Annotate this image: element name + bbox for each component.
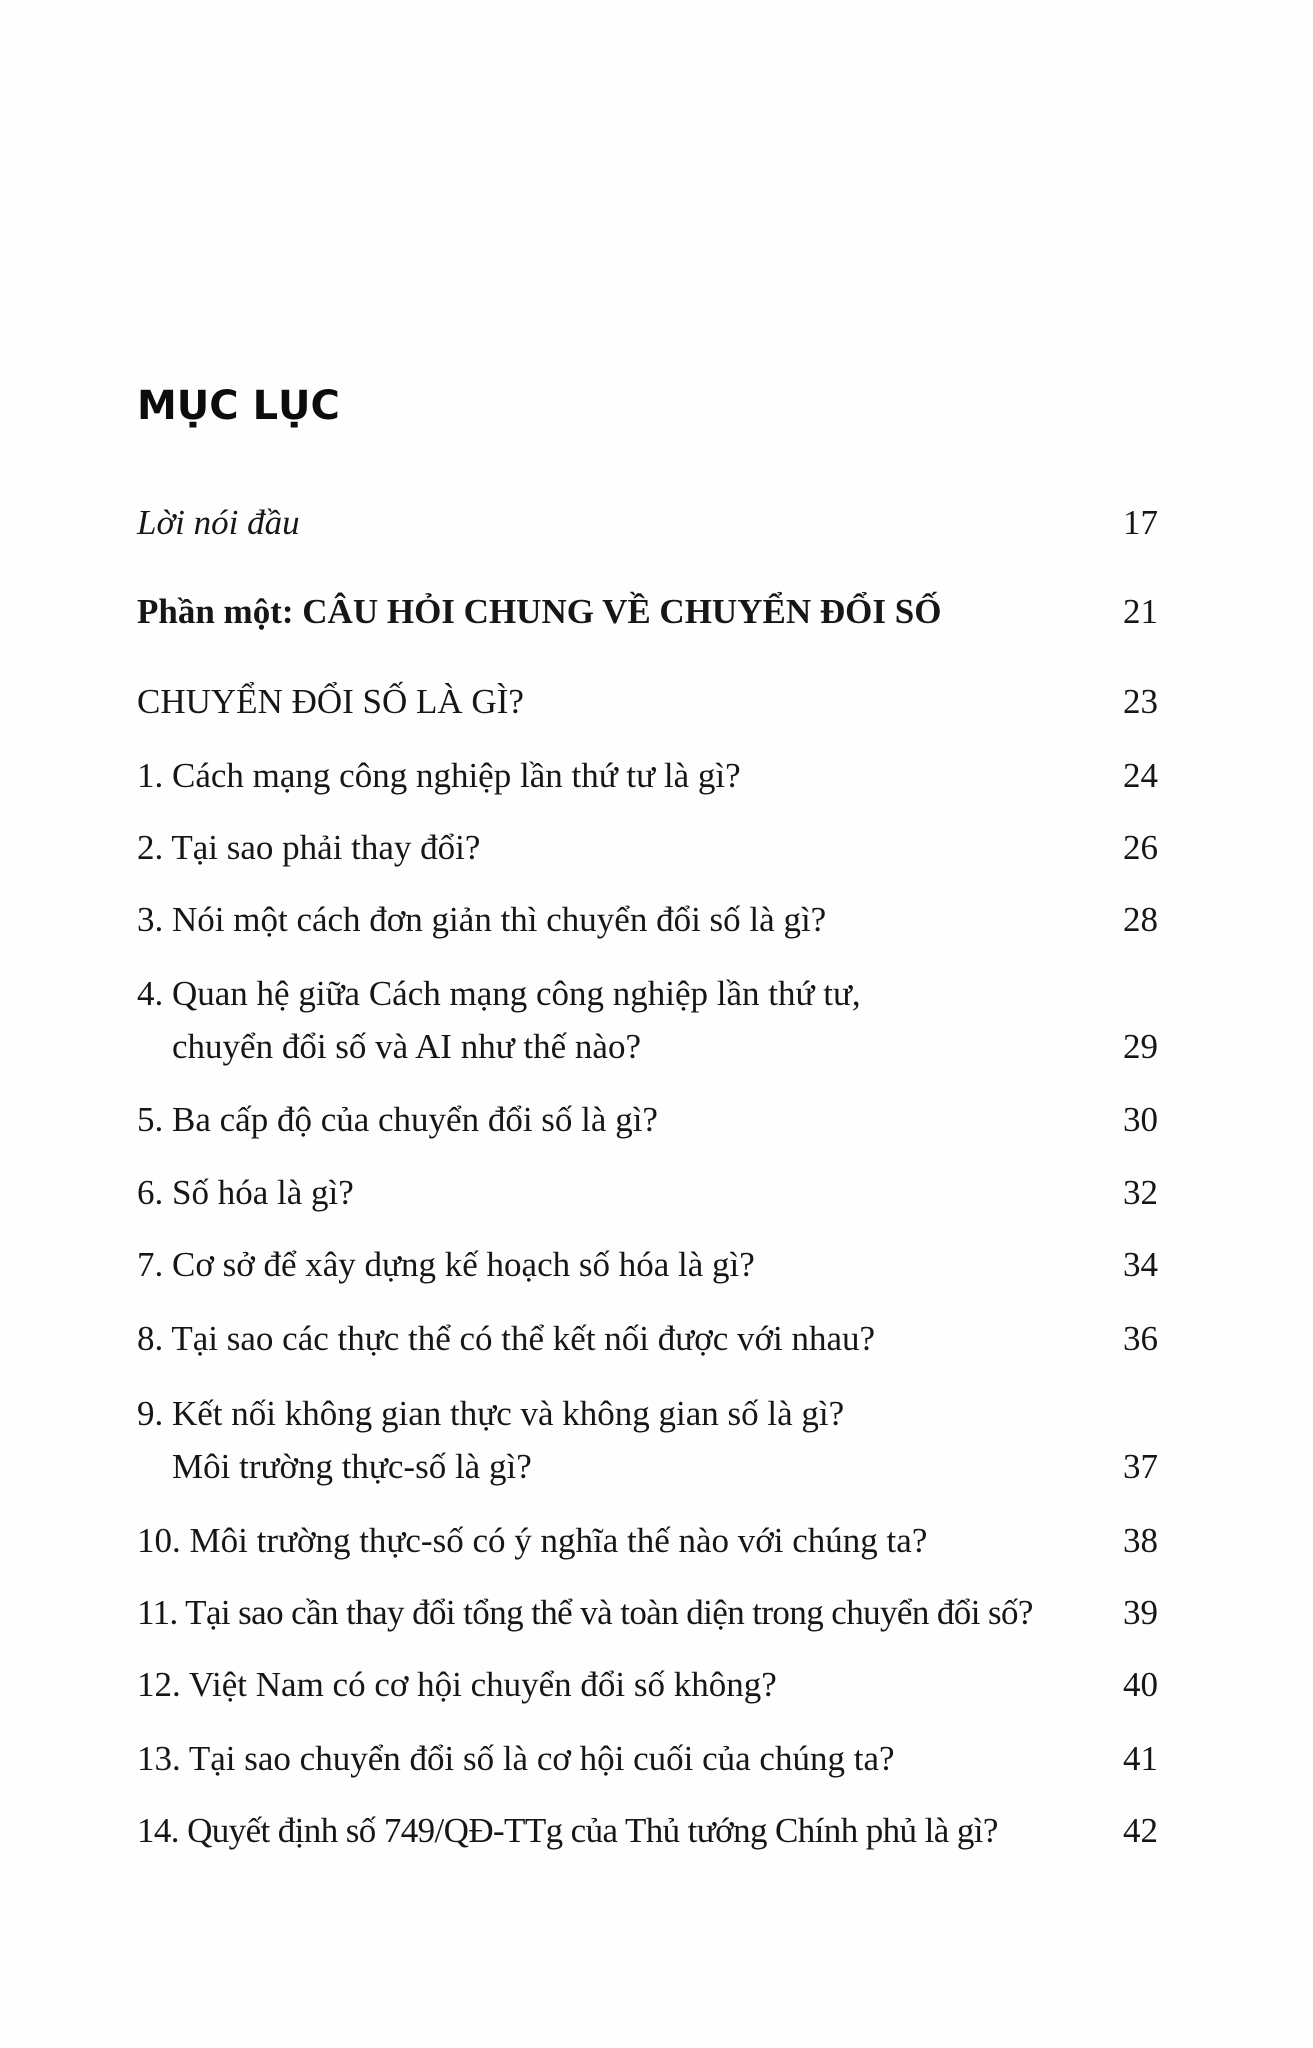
toc-entry-14[interactable] (137, 1811, 1158, 1851)
toc-page-number: 32 (1123, 1173, 1158, 1212)
toc-entry-title: 12. Việt Nam có cơ hội chuyển đổi số không? (137, 1665, 777, 1704)
toc-entry-2[interactable] (137, 828, 1158, 868)
toc-entry-10[interactable] (137, 1521, 1158, 1561)
toc-entry-8[interactable] (137, 1319, 1158, 1359)
toc-page-number: 39 (1123, 1593, 1158, 1632)
toc-entry-title: 5. Ba cấp độ của chuyển đổi số là gì? (137, 1100, 658, 1139)
toc-entry-title: 11. Tại sao cần thay đổi tổng thể và toàn diện trong chuyển đổi số? (137, 1593, 1033, 1632)
toc-entry-preface[interactable] (137, 503, 1158, 543)
toc-entry-part-one[interactable] (137, 592, 1158, 632)
toc-entry-9[interactable] (137, 1394, 1158, 1487)
toc-entry-11[interactable] (137, 1593, 1158, 1633)
toc-entry-title: CHUYỂN ĐỔI SỐ LÀ GÌ? (137, 682, 524, 721)
toc-page-number: 29 (1123, 1027, 1158, 1066)
toc-entry-title: 6. Số hóa là gì? (137, 1173, 354, 1212)
toc-entry-3[interactable] (137, 900, 1158, 940)
toc-page-number: 38 (1123, 1521, 1158, 1560)
toc-entry-5[interactable] (137, 1100, 1158, 1140)
toc-entry-title-continued: chuyển đổi số và AI như thế nào? (172, 1027, 641, 1066)
toc-page-number: 21 (1123, 592, 1158, 631)
toc-page-number: 36 (1123, 1319, 1158, 1358)
toc-entry-12[interactable] (137, 1665, 1158, 1705)
toc-entry-title-continued: Môi trường thực-số là gì? (172, 1447, 532, 1486)
toc-page-number: 40 (1123, 1665, 1158, 1704)
toc-entry-4[interactable] (137, 974, 1158, 1067)
toc-page-number: 24 (1123, 756, 1158, 795)
toc-entry-title: 3. Nói một cách đơn giản thì chuyển đổi số là gì? (137, 900, 827, 939)
toc-entry-title: Lời nói đầu (137, 503, 300, 542)
toc-entry-title: 10. Môi trường thực-số có ý nghĩa thế nào với chúng ta? (137, 1521, 928, 1560)
page-title: MỤC LỤC (137, 383, 340, 429)
toc-entry-13[interactable] (137, 1739, 1158, 1779)
toc-entry-7[interactable] (137, 1245, 1158, 1285)
toc-entry-6[interactable] (137, 1173, 1158, 1213)
toc-entry-title: 7. Cơ sở để xây dựng kế hoạch số hóa là gì? (137, 1245, 755, 1284)
toc-page-number: 41 (1123, 1739, 1158, 1778)
toc-page-number: 42 (1123, 1811, 1158, 1850)
toc-page-number: 37 (1123, 1447, 1158, 1486)
toc-entry-1[interactable] (137, 756, 1158, 796)
toc-page-number: 17 (1123, 503, 1158, 542)
toc-page-number: 34 (1123, 1245, 1158, 1284)
toc-entry-title: 13. Tại sao chuyển đổi số là cơ hội cuối của chúng ta? (137, 1739, 895, 1778)
toc-entry-title: 8. Tại sao các thực thể có thể kết nối được với nhau? (137, 1319, 876, 1358)
toc-entry-title: 9. Kết nối không gian thực và không gian số là gì? (137, 1394, 845, 1433)
toc-page-number: 23 (1123, 682, 1158, 721)
toc-entry-section[interactable] (137, 682, 1158, 722)
toc-entry-title: 1. Cách mạng công nghiệp lần thứ tư là gì? (137, 756, 741, 795)
toc-page-number: 28 (1123, 900, 1158, 939)
toc-entry-title: 14. Quyết định số 749/QĐ-TTg của Thủ tướng Chính phủ là gì? (137, 1811, 998, 1850)
toc-page-number: 30 (1123, 1100, 1158, 1139)
toc-entry-title: 2. Tại sao phải thay đổi? (137, 828, 481, 867)
toc-page-number: 26 (1123, 828, 1158, 867)
toc-entry-title: Phần một: CÂU HỎI CHUNG VỀ CHUYỂN ĐỔI SỐ (137, 592, 942, 631)
toc-entry-title: 4. Quan hệ giữa Cách mạng công nghiệp lần thứ tư, (137, 974, 861, 1013)
